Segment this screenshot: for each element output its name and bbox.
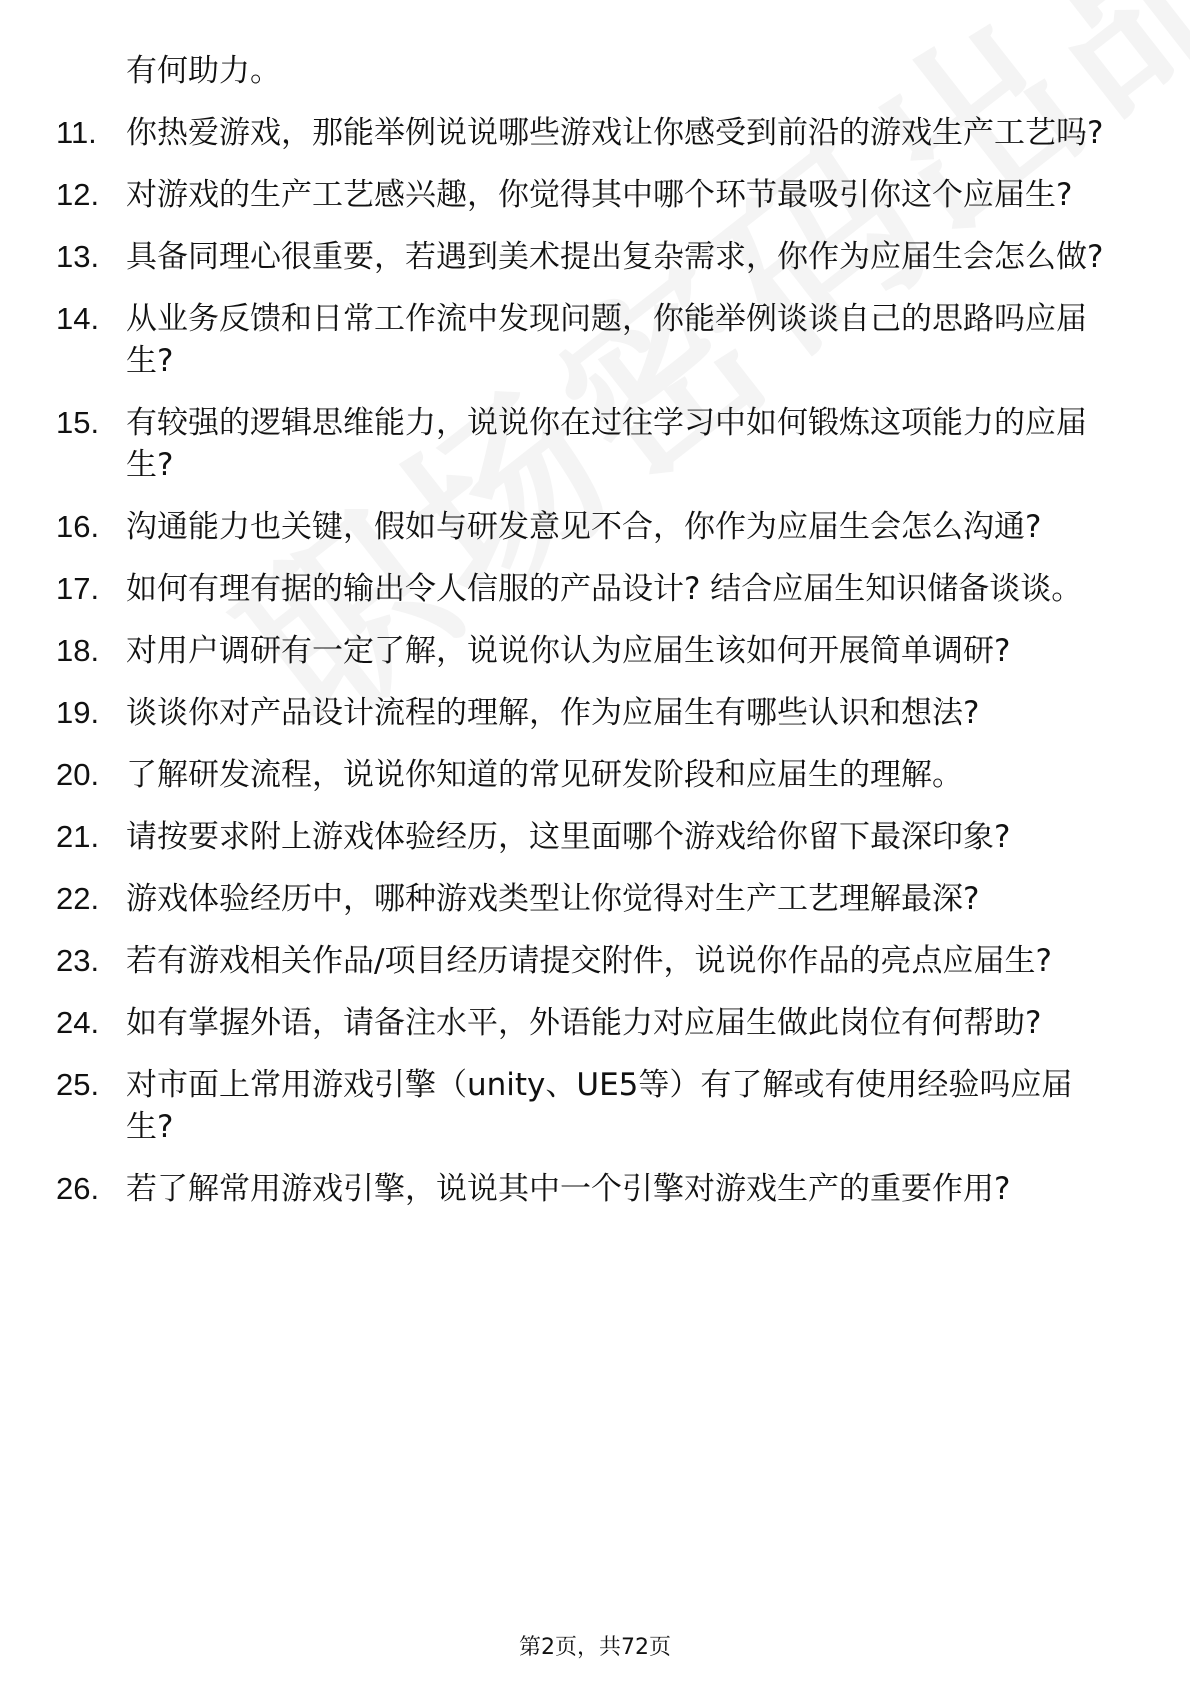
question-text: 若了解常用游戏引擎，说说其中一个引擎对游戏生产的重要作用? <box>126 1171 1011 1207</box>
question-item <box>0 878 1190 920</box>
question-number: 22. <box>56 881 100 916</box>
question-text: 具备同理心很重要，若遇到美术提出复杂需求，你作为应届生会怎么做? <box>126 239 1104 275</box>
question-item <box>0 1168 1190 1210</box>
question-text: 了解研发流程，说说你知道的常见研发阶段和应届生的理解。 <box>126 757 963 793</box>
question-number: 24. <box>56 1005 100 1040</box>
question-number: 13. <box>56 239 100 274</box>
question-text: 你热爱游戏，那能举例说说哪些游戏让你感受到前沿的游戏生产工艺吗? <box>126 115 1104 151</box>
question-item <box>0 402 1190 486</box>
question-number: 17. <box>56 571 100 606</box>
question-text: 有较强的逻辑思维能力，说说你在过往学习中如何锻炼这项能力的应届生? <box>126 405 1087 483</box>
page-footer: 第2页，共72页 <box>519 1635 671 1660</box>
question-number: 23. <box>56 943 100 978</box>
question-item <box>0 568 1190 610</box>
question-item <box>0 236 1190 278</box>
question-item <box>0 112 1190 154</box>
question-text: 游戏体验经历中，哪种游戏类型让你觉得对生产工艺理解最深? <box>126 881 980 917</box>
question-text: 如有掌握外语，请备注水平，外语能力对应届生做此岗位有何帮助? <box>126 1005 1042 1041</box>
question-number: 11. <box>56 115 97 150</box>
question-list <box>0 112 1190 1230</box>
question-item <box>0 506 1190 548</box>
question-number: 21. <box>56 819 100 854</box>
question-number: 12. <box>56 177 100 212</box>
question-item <box>0 940 1190 982</box>
question-number: 16. <box>56 509 100 544</box>
question-item <box>0 630 1190 672</box>
question-text: 对用户调研有一定了解，说说你认为应届生该如何开展简单调研? <box>126 633 1011 669</box>
question-number: 14. <box>56 301 100 336</box>
question-item <box>0 174 1190 216</box>
question-text: 沟通能力也关键，假如与研发意见不合，你作为应届生会怎么沟通? <box>126 509 1042 545</box>
question-item <box>0 692 1190 734</box>
question-text: 从业务反馈和日常工作流中发现问题，你能举例谈谈自己的思路吗应届生? <box>126 301 1087 379</box>
question-text: 谈谈你对产品设计流程的理解，作为应届生有哪些认识和想法? <box>126 695 980 731</box>
question-text: 如何有理有据的输出令人信服的产品设计? 结合应届生知识储备谈谈。 <box>126 571 1083 607</box>
question-number: 20. <box>56 757 100 792</box>
question-number: 18. <box>56 633 100 668</box>
question-number: 25. <box>56 1067 100 1102</box>
question-number: 15. <box>56 405 100 440</box>
question-item <box>0 298 1190 382</box>
question-number: 19. <box>56 695 100 730</box>
question-item <box>0 1002 1190 1044</box>
question-number: 26. <box>56 1171 100 1206</box>
carry-over-text: 有何助力。 <box>126 53 281 89</box>
question-text: 请按要求附上游戏体验经历，这里面哪个游戏给你留下最深印象? <box>126 819 1011 855</box>
question-item <box>0 1064 1190 1148</box>
question-text: 对游戏的生产工艺感兴趣，你觉得其中哪个环节最吸引你这个应届生? <box>126 177 1073 213</box>
question-text: 对市面上常用游戏引擎（unity、UE5等）有了解或有使用经验吗应届生? <box>126 1067 1073 1145</box>
question-item <box>0 816 1190 858</box>
question-item <box>0 754 1190 796</box>
question-text: 若有游戏相关作品/项目经历请提交附件，说说你作品的亮点应届生? <box>126 943 1052 979</box>
